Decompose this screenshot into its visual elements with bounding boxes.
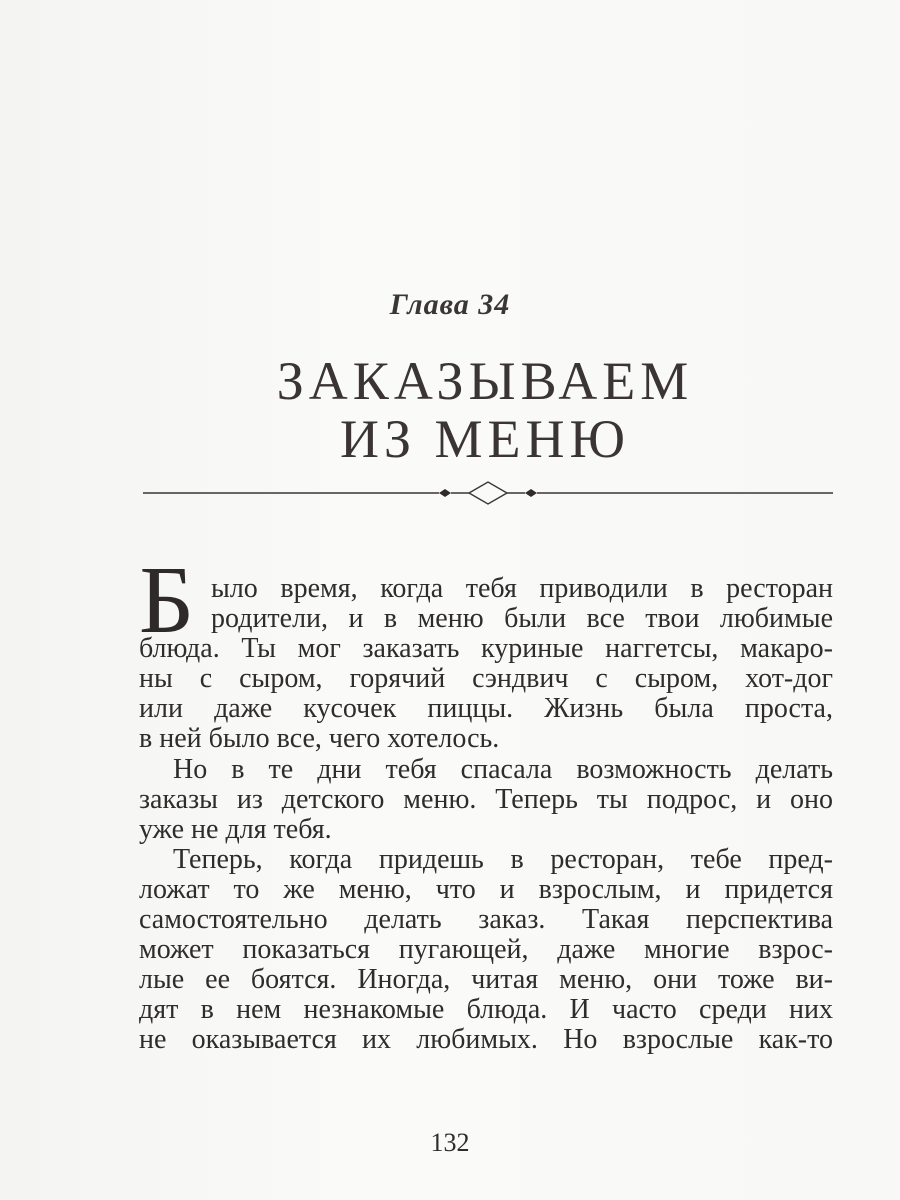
chapter-title-line-2: ИЗ МЕНЮ xyxy=(339,409,631,469)
drop-cap: Б xyxy=(139,546,195,653)
chapter-title xyxy=(0,352,900,468)
text-line: может показаться пугающей, даже многие взрос- xyxy=(139,934,833,966)
text-line: не оказывается их любимых. Но взрослые как-то xyxy=(139,1024,833,1056)
text-line: ыло время, когда тебя приводили в ресторан xyxy=(211,573,833,604)
text-line: лые ее боятся. Иногда, читая меню, они тоже ви- xyxy=(139,964,833,996)
text-line: Теперь, когда придешь в ресторан, тебе пред- xyxy=(173,843,833,875)
text-line: Но в те дни тебя спасала возможность делать xyxy=(173,753,833,785)
text-line: или даже кусочек пиццы. Жизнь была проста, xyxy=(139,693,833,725)
text-line: самостоятельно делать заказ. Такая перспектива xyxy=(139,904,833,936)
body-text xyxy=(139,574,833,1056)
text-line: ны с сыром, горячий сэндвич с сыром, хот-дог xyxy=(139,663,833,695)
text-line: родители, и в меню были все твои любимые xyxy=(211,603,833,635)
chapter-label: Глава 34 xyxy=(389,288,511,321)
text-line: ложат то же меню, что и взрослым, и придется xyxy=(139,873,833,905)
text-line: дят в нем незнакомые блюда. И часто среди них xyxy=(139,994,833,1026)
text-line: заказы из детского меню. Теперь ты подрос, и оно xyxy=(139,783,833,815)
chapter-title-line-1: ЗАКАЗЫВАЕМ xyxy=(276,351,694,411)
text-line: в ней было все, чего хотелось. xyxy=(139,723,500,755)
ornament-divider xyxy=(143,480,833,506)
text-line: блюда. Ты мог заказать куриные наггетсы, макаро- xyxy=(139,633,833,665)
text-line: уже не для тебя. xyxy=(139,813,332,845)
page-number: 132 xyxy=(430,1128,470,1157)
